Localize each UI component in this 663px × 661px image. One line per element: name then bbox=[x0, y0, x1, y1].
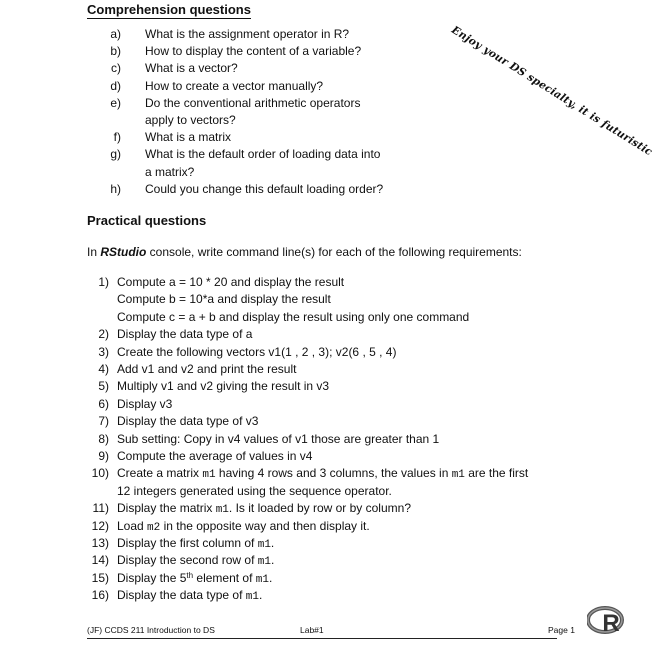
item-number: 9) bbox=[98, 449, 109, 463]
item-number: b) bbox=[110, 44, 121, 59]
footer-course: (JF) CCDS 211 Introduction to DS bbox=[87, 625, 215, 635]
footer-page: Page 1 bbox=[548, 625, 575, 635]
item-number: e) bbox=[110, 95, 121, 110]
item-number: 8) bbox=[98, 431, 109, 446]
practical-heading: Practical questions bbox=[87, 213, 207, 228]
footer-lab: Lab#1 bbox=[300, 625, 324, 635]
item-number: h) bbox=[110, 181, 121, 196]
item-number: 2) bbox=[98, 327, 109, 342]
item-text: 12 integers generated using the sequence operator. bbox=[117, 483, 392, 498]
practical-intro bbox=[87, 245, 522, 259]
item-number: 11) bbox=[92, 501, 109, 516]
item-number: 7) bbox=[98, 414, 109, 429]
intro-prefix: In bbox=[87, 245, 101, 259]
item-number: 5) bbox=[98, 379, 109, 394]
item-text: What is a matrix bbox=[145, 130, 232, 145]
item-text: What is the default order of loading data into bbox=[145, 147, 381, 162]
r-logo-letter: R bbox=[602, 610, 620, 636]
item-text: Display the first column of m1. bbox=[117, 536, 275, 551]
item-text: Display the 5th element of m1. bbox=[117, 570, 273, 586]
item-number: 13) bbox=[91, 536, 109, 550]
item-text: Compute b = 10*a and display the result bbox=[117, 292, 331, 307]
item-number: a) bbox=[110, 27, 121, 41]
item-number: 3) bbox=[98, 344, 109, 359]
item-text: How to create a vector manually? bbox=[145, 78, 324, 93]
item-number: 14) bbox=[91, 553, 109, 568]
item-number: 4) bbox=[98, 362, 109, 376]
item-text: Display the matrix m1. Is it loaded by row or by column? bbox=[117, 501, 411, 517]
item-text: apply to vectors? bbox=[145, 113, 236, 127]
item-text: Compute the average of values in v4 bbox=[117, 449, 313, 463]
intro-app-name: RStudio bbox=[100, 245, 147, 259]
item-number: 6) bbox=[98, 396, 109, 411]
item-number: 15) bbox=[91, 570, 109, 585]
item-text: Display v3 bbox=[117, 396, 173, 411]
item-number: 12) bbox=[91, 518, 109, 533]
item-number: d) bbox=[110, 78, 121, 93]
item-text: How to display the content of a variable? bbox=[145, 44, 362, 59]
item-text: Display the data type of v3 bbox=[117, 414, 259, 429]
item-text: What is a vector? bbox=[145, 61, 238, 76]
item-text: Compute a = 10 * 20 and display the result bbox=[117, 275, 345, 289]
item-number: c) bbox=[111, 61, 121, 76]
motto-stamp: Enjoy your DS specialty, it is futuristic bbox=[449, 23, 655, 159]
item-number: g) bbox=[110, 147, 121, 162]
comprehension-heading: Comprehension questions bbox=[87, 2, 251, 17]
item-number: 16) bbox=[91, 588, 109, 603]
item-text: Load m2 in the opposite way and then display it. bbox=[117, 518, 370, 534]
item-text: Do the conventional arithmetic operators bbox=[145, 95, 361, 110]
item-number: f) bbox=[113, 130, 121, 145]
item-text: Create a matrix m1 having 4 rows and 3 columns, the values in m1 are the first bbox=[117, 466, 529, 482]
item-text: What is the assignment operator in R? bbox=[145, 27, 350, 41]
item-text: Multiply v1 and v2 giving the result in v3 bbox=[117, 379, 330, 394]
intro-suffix: console, write command line(s) for each of the following requirements: bbox=[146, 245, 522, 259]
item-text: Display the second row of m1. bbox=[117, 553, 275, 569]
item-text: Sub setting: Copy in v4 values of v1 those are greater than 1 bbox=[117, 431, 440, 446]
item-text: Compute c = a + b and display the result using only one command bbox=[117, 309, 470, 324]
item-text: Display the data type of m1. bbox=[117, 588, 263, 604]
item-text: Create the following vectors v1(1 , 2 , 3); v2(6 , 5 , 4) bbox=[117, 344, 397, 359]
item-number: 10) bbox=[91, 466, 109, 481]
item-number: 1) bbox=[98, 275, 109, 289]
r-logo-icon bbox=[587, 604, 627, 636]
item-text: Could you change this default loading order? bbox=[145, 181, 384, 196]
item-text: Add v1 and v2 and print the result bbox=[117, 362, 297, 376]
item-text: Display the data type of a bbox=[117, 327, 253, 342]
footer-divider bbox=[87, 638, 557, 639]
item-text: a matrix? bbox=[145, 164, 195, 179]
